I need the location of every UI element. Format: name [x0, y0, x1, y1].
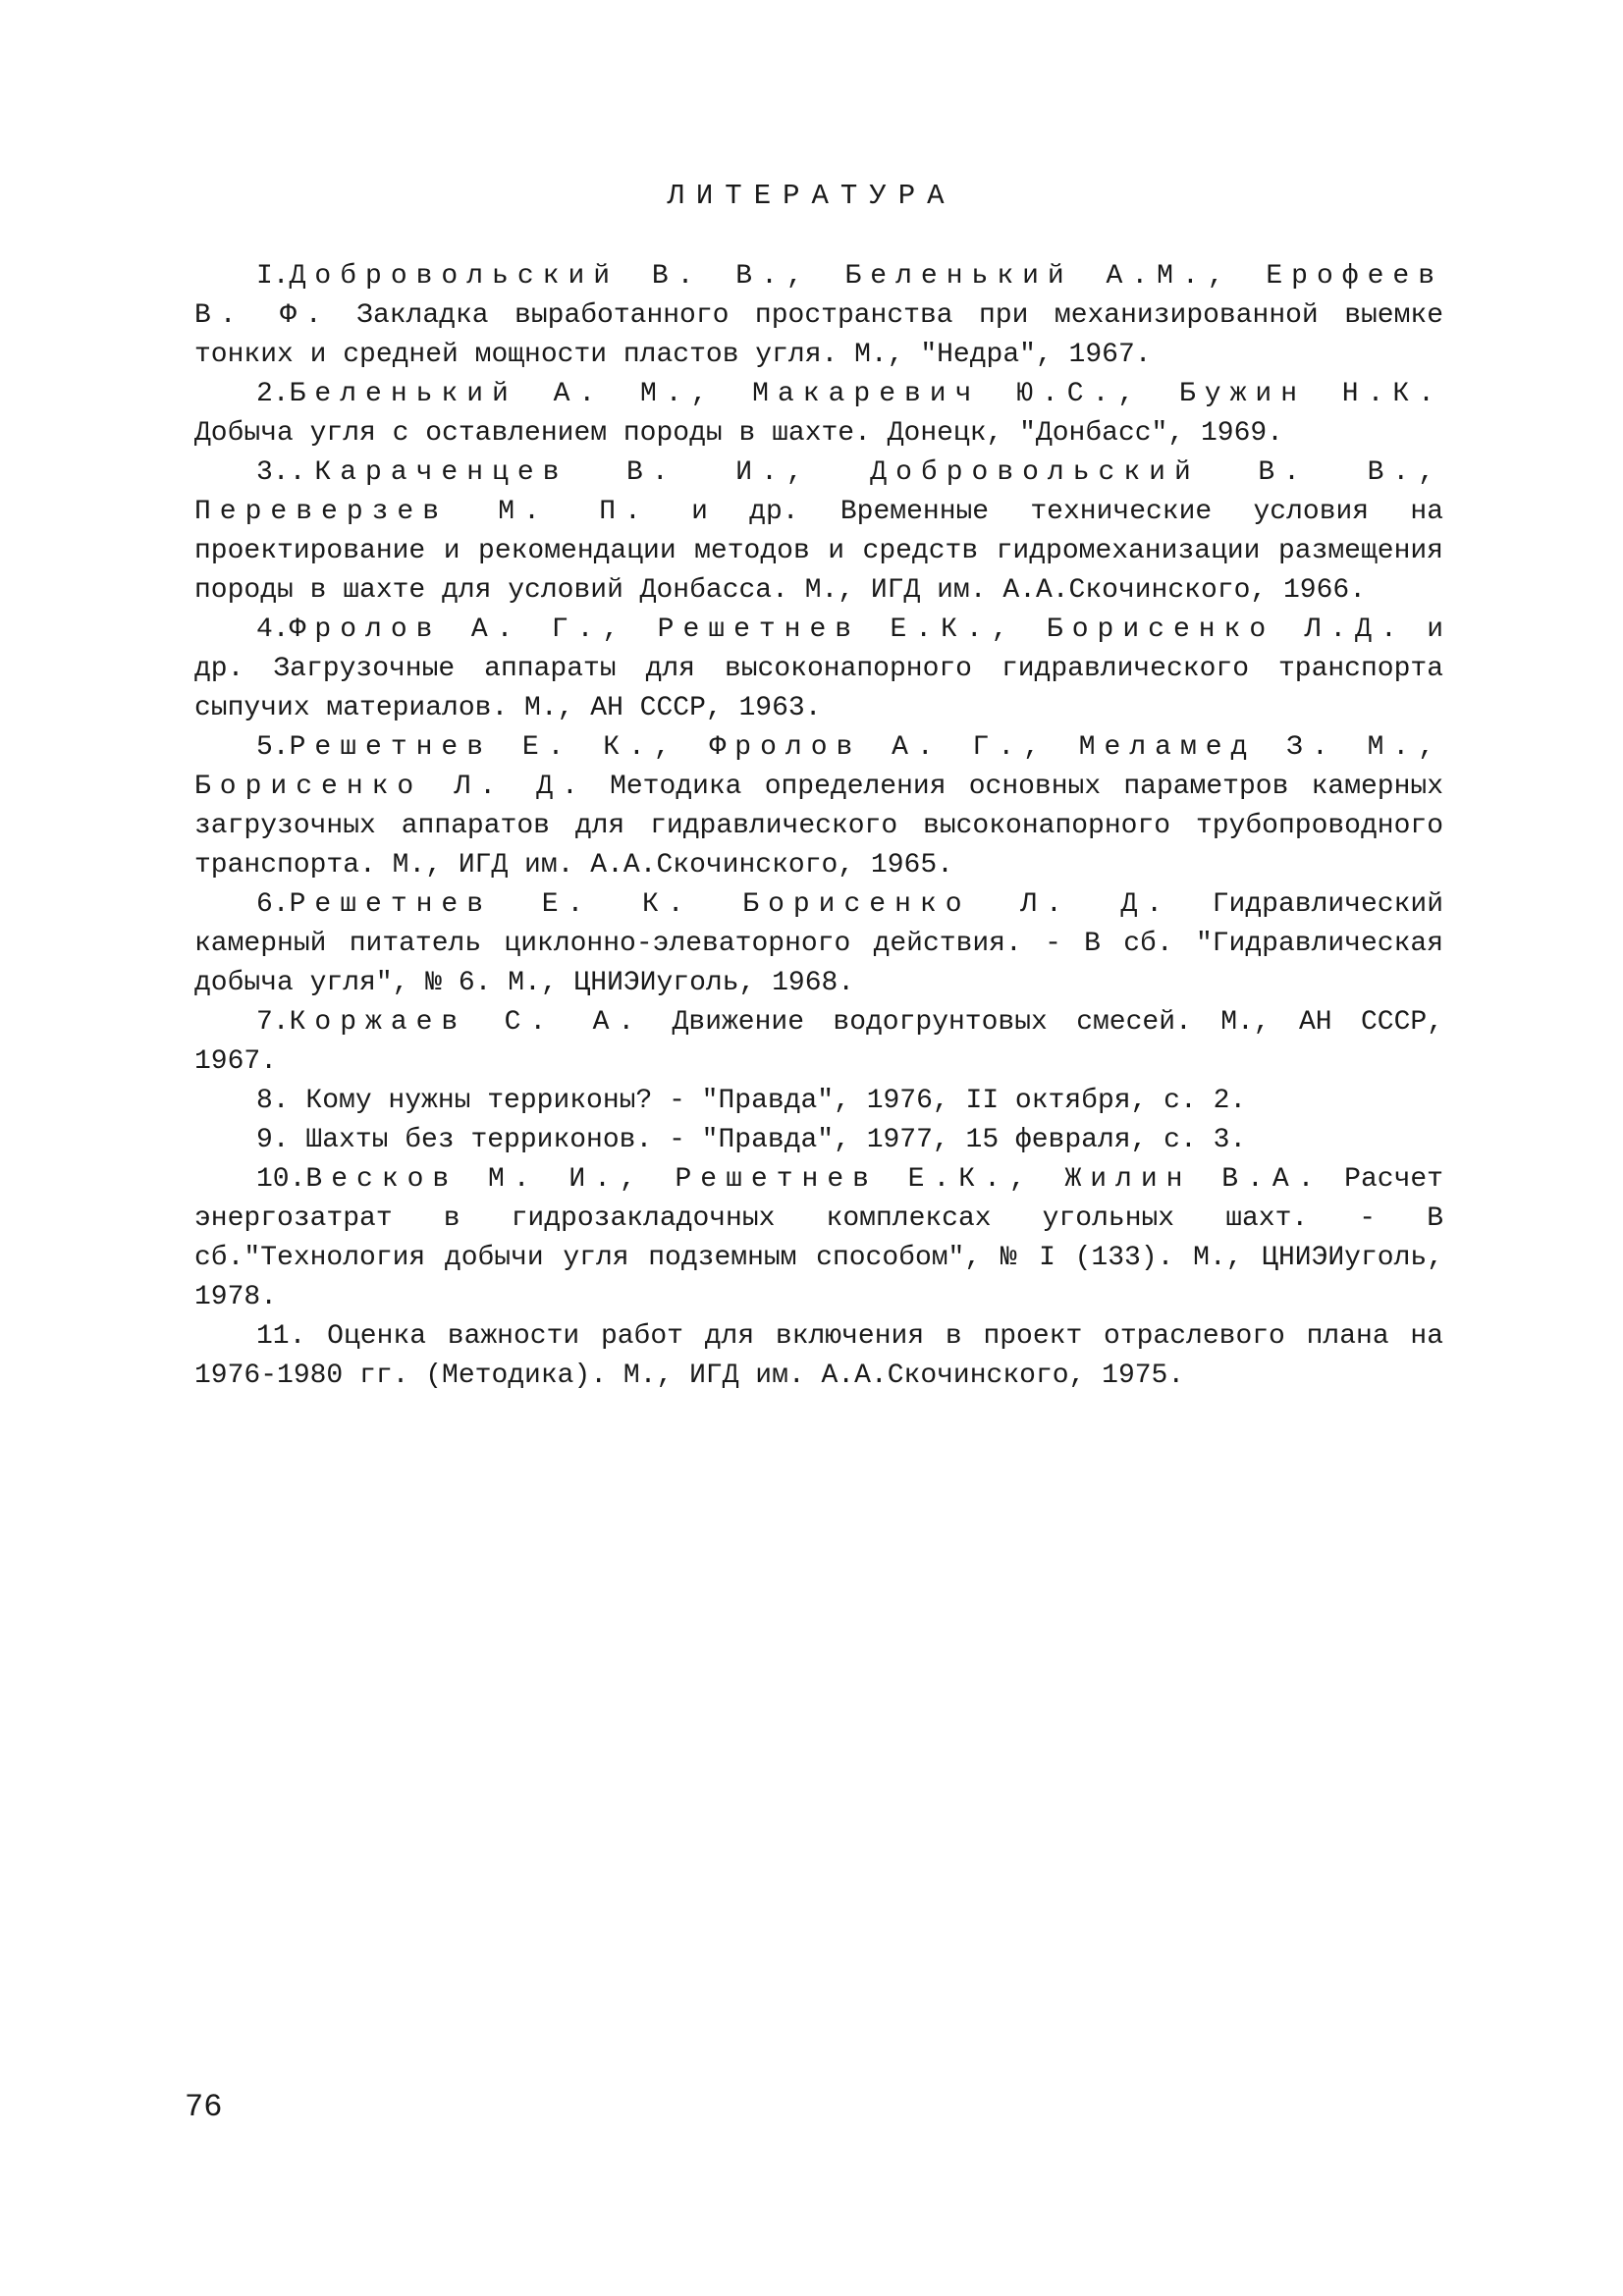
reference-number: 4.	[256, 614, 290, 645]
reference-authors: Добровольский В. В., Беленький А.М., Ерофеев В. Ф.	[194, 261, 1443, 331]
reference-item	[194, 1121, 1443, 1160]
reference-text: и др. Временные технические условия на проектирование и рекомендации методов и средств гидромеханизации размещения породы в шахте для условий Донбасса. М., ИГД им. А.А.Скочинского, 1966.	[194, 497, 1444, 606]
reference-number: 10.	[256, 1164, 306, 1195]
reference-authors: Беленький А. М., Макаревич Ю.С., Бужин Н.К.	[289, 379, 1443, 409]
reference-number: 8.	[256, 1086, 290, 1116]
reference-text: Добыча угля с оставлением породы в шахте. Донецк, "Донбасс", 1969.	[194, 418, 1283, 449]
reference-text: Методика определения основных параметров камерных загрузочных аппаратов для гидравлического высоконапорного трубопроводного транспорта. М., ИГД им. А.А.Скочинского, 1965.	[194, 772, 1444, 881]
reference-item	[194, 454, 1443, 611]
reference-authors: Решетнев Е. К. Борисенко Л. Д.	[289, 889, 1172, 920]
reference-number: 3.	[256, 457, 290, 488]
page-number: 76	[185, 2089, 223, 2125]
reference-text: Расчет энергозатрат в гидрозакладочных комплексах угольных шахт. - В сб."Технология добычи угля подземным способом", № I (133). М., ЦНИЭИуголь, 1978.	[194, 1164, 1443, 1312]
reference-authors: Весков М. И., Решетнев Е.К., Жилин В.А.	[305, 1164, 1324, 1195]
reference-item	[194, 1003, 1443, 1082]
page-title: ЛИТЕРАТУРА	[667, 180, 956, 212]
reference-item	[194, 1160, 1443, 1317]
reference-list	[194, 257, 1443, 1396]
reference-number: 9.	[256, 1125, 290, 1155]
reference-text: Оценка важности работ для включения в проект отраслевого плана на 1976-1980 гг. (Методика). М., ИГД им. А.А.Скочинского, 1975.	[194, 1321, 1443, 1391]
reference-number: 6.	[256, 889, 290, 920]
reference-item	[194, 257, 1443, 375]
reference-authors: Фролов А. Г., Решетнев Е.К., Борисенко Л.Д.	[289, 614, 1406, 645]
reference-text: и др. Загрузочные аппараты для высоконапорного гидравлического транспорта сыпучих материалов. М., АН СССР, 1963.	[194, 614, 1443, 723]
reference-authors: Решетнев Е. К., Фролов А. Г., Меламед З. М., Борисенко Л. Д.	[194, 732, 1443, 802]
reference-item	[194, 375, 1443, 454]
reference-item	[194, 728, 1443, 885]
reference-item	[194, 1317, 1443, 1396]
reference-authors: .Караченцев В. И., Добровольский В. В., Переверзев М. П.	[194, 457, 1443, 527]
reference-number: 5.	[256, 732, 290, 763]
reference-text: Гидравлический камерный питатель циклонно-элеваторного действия. - В сб. "Гидравлическая добыча угля", № 6. М., ЦНИЭИуголь, 1968.	[194, 889, 1443, 998]
reference-number: I.	[256, 261, 290, 292]
reference-number: 2.	[256, 379, 290, 409]
reference-number: 11.	[256, 1321, 306, 1352]
reference-authors: Коржаев С. А.	[289, 1007, 644, 1038]
reference-item	[194, 611, 1443, 728]
reference-text: Кому нужны терриконы? - "Правда", 1976, II октября, с. 2.	[289, 1086, 1247, 1116]
reference-item	[194, 885, 1443, 1003]
reference-item	[194, 1082, 1443, 1121]
reference-text: Шахты без терриконов. - "Правда", 1977, 15 февраля, с. 3.	[289, 1125, 1247, 1155]
reference-number: 7.	[256, 1007, 290, 1038]
reference-text: Закладка выработанного пространства при механизированной выемке тонких и средней мощности пластов угля. М., "Недра", 1967.	[194, 300, 1444, 370]
reference-text: Движение водогрунтовых смесей. М., АН СССР, 1967.	[194, 1007, 1443, 1077]
